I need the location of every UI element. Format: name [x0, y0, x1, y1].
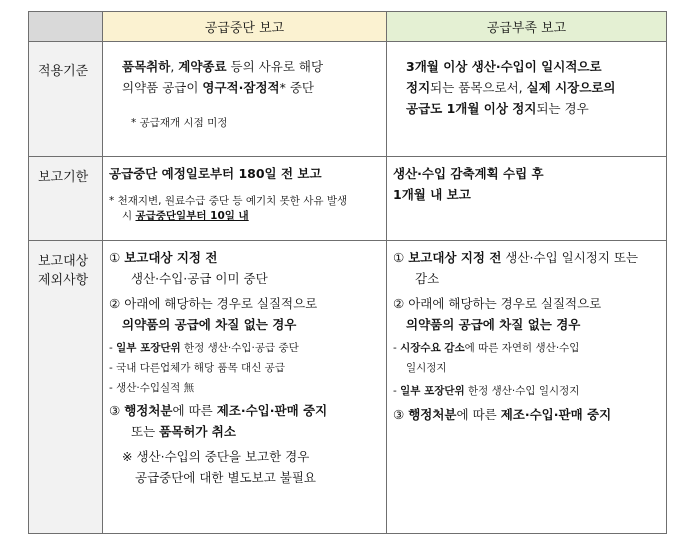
text-limited-halt: 한정 생산·수입 일시정지	[464, 385, 580, 397]
header-supply-shortage: 공급부족 보고	[387, 12, 667, 42]
deadline-short-line1: 생산·수입 감축계획 수립 후	[393, 166, 544, 181]
circled-2: ②	[393, 296, 405, 311]
short-item2-line2: 의약품의 공급에 차질 없는 경우	[406, 317, 581, 332]
text-some-package: 일부 포장단위	[400, 385, 465, 397]
stop-sub2: - 국내 다른업체가 해당 품목 대신 공급	[109, 362, 285, 374]
label-exclusions-line1: 보고대상	[38, 254, 89, 269]
stop-item2-line2: 의약품의 공급에 차질 없는 경우	[122, 317, 297, 332]
deadline-short-line2: 1개월 내 보고	[393, 187, 471, 202]
criteria-stop-note: * 공급재개 시점 미정	[131, 117, 228, 129]
text-dash: -	[109, 342, 117, 354]
short-sub2	[393, 381, 662, 401]
text-permanent: 영구적	[202, 80, 239, 95]
short-item3-line1	[393, 404, 662, 425]
text-manufacture-stop: 제조·수입·판매 중지	[216, 403, 328, 418]
text-manufacture-stop: 제조·수입·판매 중지	[500, 407, 612, 422]
short-sub1-cont: 일시정지	[406, 362, 447, 374]
text-substantially: 아래에 해당하는 경우로 실질적으로	[408, 296, 602, 311]
label-exclusions-line2: 제외사항	[38, 273, 89, 288]
text-or: 또는	[131, 424, 160, 439]
text-dash: -	[393, 385, 401, 397]
text-withdrawal: 품목취하	[122, 59, 171, 74]
stop-item3-line2	[109, 421, 382, 442]
text-reason: 등의 사유로 해당	[226, 59, 324, 74]
text-substantially: 아래에 해당하는 경우로 실질적으로	[124, 296, 318, 311]
stop-sub1	[109, 338, 382, 358]
criteria-short-line3	[393, 98, 662, 119]
text-before-designation: 보고대상 지정 전	[124, 250, 218, 265]
stop-sub3: - 생산·수입실적 無	[109, 382, 195, 394]
text-one-month-halt: 공급도 1개월 이상 정지	[406, 101, 537, 116]
deadline-stop-note2	[109, 209, 382, 224]
deadline-stop-note1: * 천재지변, 원료수급 중단 등 예기치 못한 사유 발생	[109, 195, 348, 207]
deadline-supply-short	[387, 157, 667, 241]
text-temp-halt: 생산·수입 일시정지 또는	[501, 250, 639, 265]
text-dash: -	[393, 342, 401, 354]
text-according: 에 따른	[172, 403, 217, 418]
criteria-supply-stop	[103, 42, 387, 157]
label-criteria-text: 적용기준	[38, 64, 89, 79]
short-item2-line1	[393, 293, 662, 314]
circled-3: ③	[109, 403, 121, 418]
text-temporary: 잠정적	[243, 80, 280, 95]
row-exclusions	[29, 241, 667, 534]
label-deadline-text: 보고기한	[38, 170, 89, 185]
header-supply-stop: 공급중단 보고	[103, 12, 387, 42]
exclusions-supply-short	[387, 241, 667, 534]
text-according: 에 따른	[456, 407, 501, 422]
text-some-package: 일부 포장단위	[116, 342, 181, 354]
comparison-table-wrapper	[28, 11, 666, 518]
text-contract-end: 계약종료	[178, 59, 227, 74]
stop-item1-line1	[109, 247, 382, 268]
text-admin-action: 행정처분	[124, 403, 173, 418]
exclusions-supply-stop	[103, 241, 387, 534]
criteria-stop-line2	[109, 77, 382, 98]
text-permit-cancel: 품목허가 취소	[159, 424, 236, 439]
row-deadline	[29, 157, 667, 241]
text-limited-stop: 한정 생산·수입·공급 중단	[180, 342, 299, 354]
circled-3: ③	[393, 407, 405, 422]
circled-2: ②	[109, 296, 121, 311]
row-label-deadline	[29, 157, 103, 241]
comparison-table	[28, 11, 667, 534]
stop-item1-line2: 생산·수입·공급 이미 중단	[131, 271, 268, 286]
text-actual-market: 실제 시장으로의	[526, 80, 616, 95]
text-within-10-days: 공급중단일부터 10일 내	[135, 210, 249, 222]
row-label-criteria	[29, 42, 103, 157]
deadline-stop-line1: 공급중단 예정일로부터 180일 전 보고	[109, 166, 322, 181]
short-sub1	[393, 338, 662, 358]
text-dot: ·	[238, 80, 244, 95]
header-corner	[29, 12, 103, 42]
text-stop: * 중단	[279, 80, 314, 95]
row-label-exclusions	[29, 241, 103, 534]
text-before-designation: 보고대상 지정 전	[408, 250, 502, 265]
stop-remark2: 공급중단에 대한 별도보고 불필요	[135, 470, 316, 485]
text-when: 시	[122, 210, 136, 222]
text-supply: 의약품 공급이	[122, 80, 203, 95]
text-case: 되는 경우	[536, 101, 589, 116]
criteria-supply-short	[387, 42, 667, 157]
short-item1-line1	[393, 247, 662, 268]
text-natural-halt: 에 따른 자연히 생산·수입	[464, 342, 580, 354]
text-demand-decrease: 시장수요 감소	[400, 342, 465, 354]
circled-1: ①	[109, 250, 121, 265]
criteria-short-line2	[393, 77, 662, 98]
circled-1: ①	[393, 250, 405, 265]
text-halt: 정지	[406, 80, 431, 95]
stop-remark1: ※ 생산·수입의 중단을 보고한 경우	[122, 449, 310, 464]
criteria-short-line1: 3개월 이상 생산·수입이 일시적으로	[406, 59, 602, 74]
stop-item2-line1	[109, 293, 382, 314]
text-comma: ,	[170, 59, 179, 74]
criteria-stop-line1	[109, 56, 382, 77]
short-item1-line2: 감소	[415, 271, 440, 286]
row-criteria	[29, 42, 667, 157]
text-admin-action: 행정처분	[408, 407, 457, 422]
header-row	[29, 12, 667, 42]
text-as-item: 되는 품목으로서,	[430, 80, 527, 95]
stop-item3-line1	[109, 400, 382, 421]
deadline-supply-stop	[103, 157, 387, 241]
